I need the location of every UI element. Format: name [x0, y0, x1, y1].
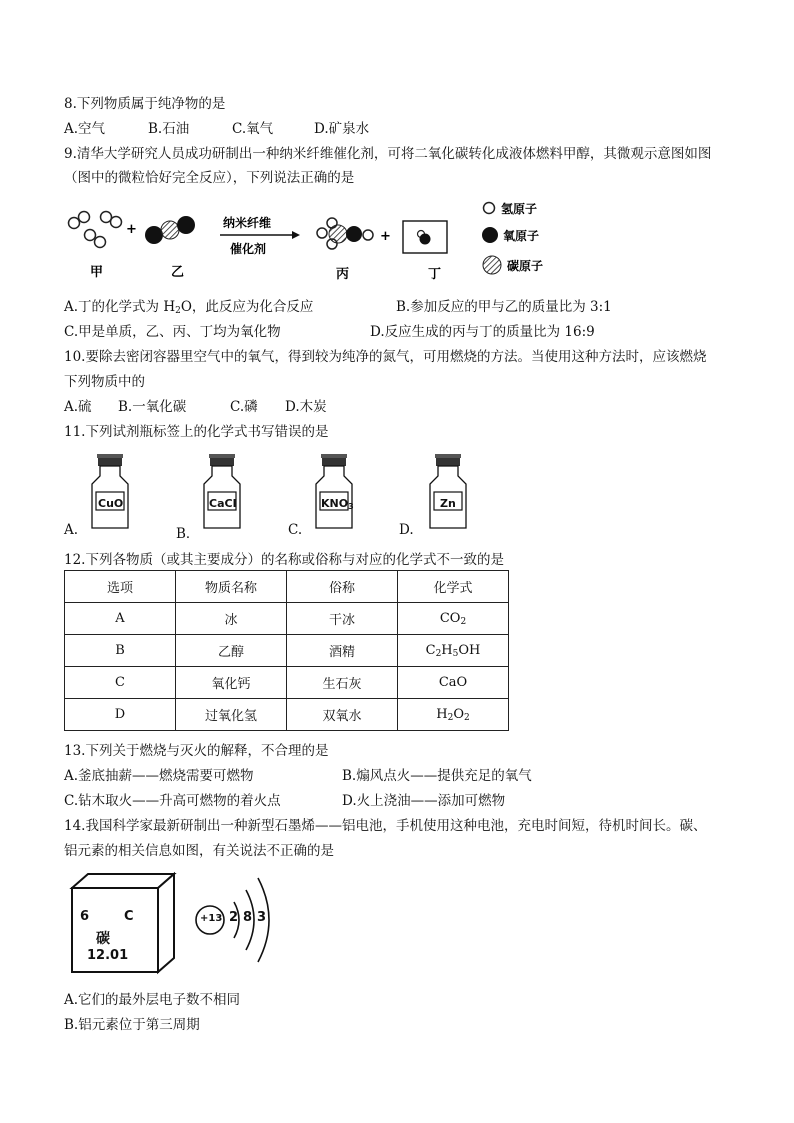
cell-formula: $C_2H_5OH$ [398, 635, 509, 667]
q10-option-b: B.一氧化碳 [118, 399, 187, 415]
cell-name: 过氧化氢 [176, 699, 287, 731]
cell-option: D [65, 699, 176, 731]
table-row [65, 635, 509, 667]
plus-sign-1: + [126, 222, 137, 237]
label-bing: 丙 [336, 267, 350, 282]
header-cell: 选项 [65, 571, 176, 603]
q9-option-b: B.参加反应的甲与乙的质量比为 3:1 [396, 299, 612, 315]
plus-sign-2: + [380, 229, 391, 244]
legend-oxygen: 氧原子 [503, 229, 540, 243]
q11-stem: 11.下列试剂瓶标签上的化学式书写错误的是 [64, 424, 329, 440]
shell-1-electrons: 2 [229, 910, 239, 925]
q13-option-a: A.釜底抽薪——燃烧需要可燃物 [64, 768, 254, 784]
label-jia: 甲 [90, 265, 104, 280]
q8-stem: 8.下列物质属于纯净物的是 [64, 96, 226, 112]
methanol-molecule-bing [317, 218, 373, 249]
q14-stem-line2: 铝元素的相关信息如图，有关说法不正确的是 [64, 843, 334, 859]
catalyst-label-top: 纳米纤维 [223, 216, 272, 230]
atomic-mass: 12.01 [87, 948, 129, 963]
q10-stem-line2: 下列物质中的 [64, 374, 145, 390]
q8-option-b: B.石油 [148, 121, 190, 137]
header-cell: 物质名称 [176, 571, 287, 603]
q10-option-a: A.硫 [64, 399, 92, 415]
bottle-b-label: CaCl [209, 497, 237, 510]
header-cell: 化学式 [398, 571, 509, 603]
cell-name: 乙醇 [176, 635, 287, 667]
q14-stem-line1: 14.我国科学家最新研制出一种新型石墨烯——铝电池，手机使用这种电池，充电时间短，待机时间长。碳、 [64, 818, 707, 834]
q8-option-c: C.氧气 [232, 121, 274, 137]
cell-name: 氧化钙 [176, 667, 287, 699]
q14-option-a: A.它们的最外层电子数不相同 [64, 992, 241, 1008]
header-cell: 俗称 [287, 571, 398, 603]
legend-carbon: 碳原子 [507, 259, 544, 273]
q11-option-a: A. [64, 522, 79, 538]
table-row [65, 699, 509, 731]
q10-option-d: D.木炭 [285, 399, 327, 415]
q11-option-b: B． [176, 526, 200, 542]
table-row [65, 667, 509, 699]
element-name: 碳 [96, 931, 110, 947]
nucleus-charge: +13 [200, 913, 223, 924]
bottle-a-label: CuO [98, 497, 124, 510]
bottle-a [92, 454, 128, 528]
bottle-d-label: Zn [440, 497, 456, 510]
cell-name: 冰 [176, 603, 287, 635]
q9-option-a: A.丁的化学式为 $H_2O$，此反应为化合反应 [64, 299, 314, 316]
q13-option-c: C.钻木取火——升高可燃物的着火点 [64, 793, 281, 809]
catalyst-label-bottom: 催化剂 [230, 242, 267, 256]
table-row [65, 603, 509, 635]
q10-option-c: C.磷 [230, 399, 258, 415]
bottle-d [430, 454, 466, 528]
table-header-row [65, 571, 509, 603]
q13-option-d: D.火上浇油——添加可燃物 [342, 793, 506, 809]
cell-common: 生石灰 [287, 667, 398, 699]
cell-formula: CaO [398, 667, 509, 699]
cell-option: B [65, 635, 176, 667]
q9-stem-line1: 9.清华大学研究人员成功研制出一种纳米纤维催化剂，可将二氧化碳转化成液体燃料甲醇，其微观示意图如图 [64, 146, 712, 162]
q9-stem-line2: （图中的微粒恰好完全反应），下列说法正确的是 [64, 170, 355, 186]
q13-option-b: B.煽风点火——提供充足的氧气 [342, 768, 532, 784]
q11-option-c: C. [288, 522, 303, 538]
cell-formula: $H_2O_2$ [398, 699, 509, 731]
q9-reaction-diagram [60, 195, 580, 285]
q9-option-d: D.反应生成的丙与丁的质量比为 16:9 [370, 324, 595, 340]
cell-common: 干冰 [287, 603, 398, 635]
q10-stem-line1: 10.要除去密闭容器里空气中的氧气，得到较为纯净的氮气，可用燃烧的方法。当使用这种方法时，应该燃烧 [64, 349, 707, 365]
cell-formula: $CO_2$ [398, 603, 509, 635]
q13-stem: 13.下列关于燃烧与灭火的解释，不合理的是 [64, 743, 329, 759]
q8-option-a: A.空气 [64, 121, 106, 137]
legend-hydrogen: 氢原子 [501, 202, 538, 216]
q11-reagent-bottles [60, 448, 500, 544]
cell-common: 酒精 [287, 635, 398, 667]
shell-3-electrons: 3 [257, 910, 267, 925]
q8-option-d: D.矿泉水 [314, 121, 370, 137]
element-symbol: C [124, 909, 134, 924]
q11-option-d: D. [399, 522, 414, 538]
q9-option-c: C.甲是单质，乙、丙、丁均为氧化物 [64, 324, 281, 340]
bottle-c [316, 454, 352, 528]
shell-2-electrons: 8 [243, 910, 253, 925]
bottle-c-label: $KNO_3$ [321, 497, 354, 511]
label-ding: 丁 [428, 267, 442, 282]
cell-option: C [65, 667, 176, 699]
cell-option: A [65, 603, 176, 635]
label-yi: 乙 [171, 265, 185, 280]
bottle-b [204, 454, 240, 528]
atom-legend [482, 201, 543, 274]
q12-table [64, 570, 509, 731]
q12-stem: 12.下列各物质（或其主要成分）的名称或俗称与对应的化学式不一致的是 [64, 552, 504, 568]
atomic-number: 6 [80, 909, 90, 924]
hydrogen-molecules-jia [69, 212, 122, 248]
co2-molecule-yi [145, 216, 195, 244]
q14-option-b: B.铝元素位于第三周期 [64, 1017, 200, 1033]
cell-common: 双氧水 [287, 699, 398, 731]
